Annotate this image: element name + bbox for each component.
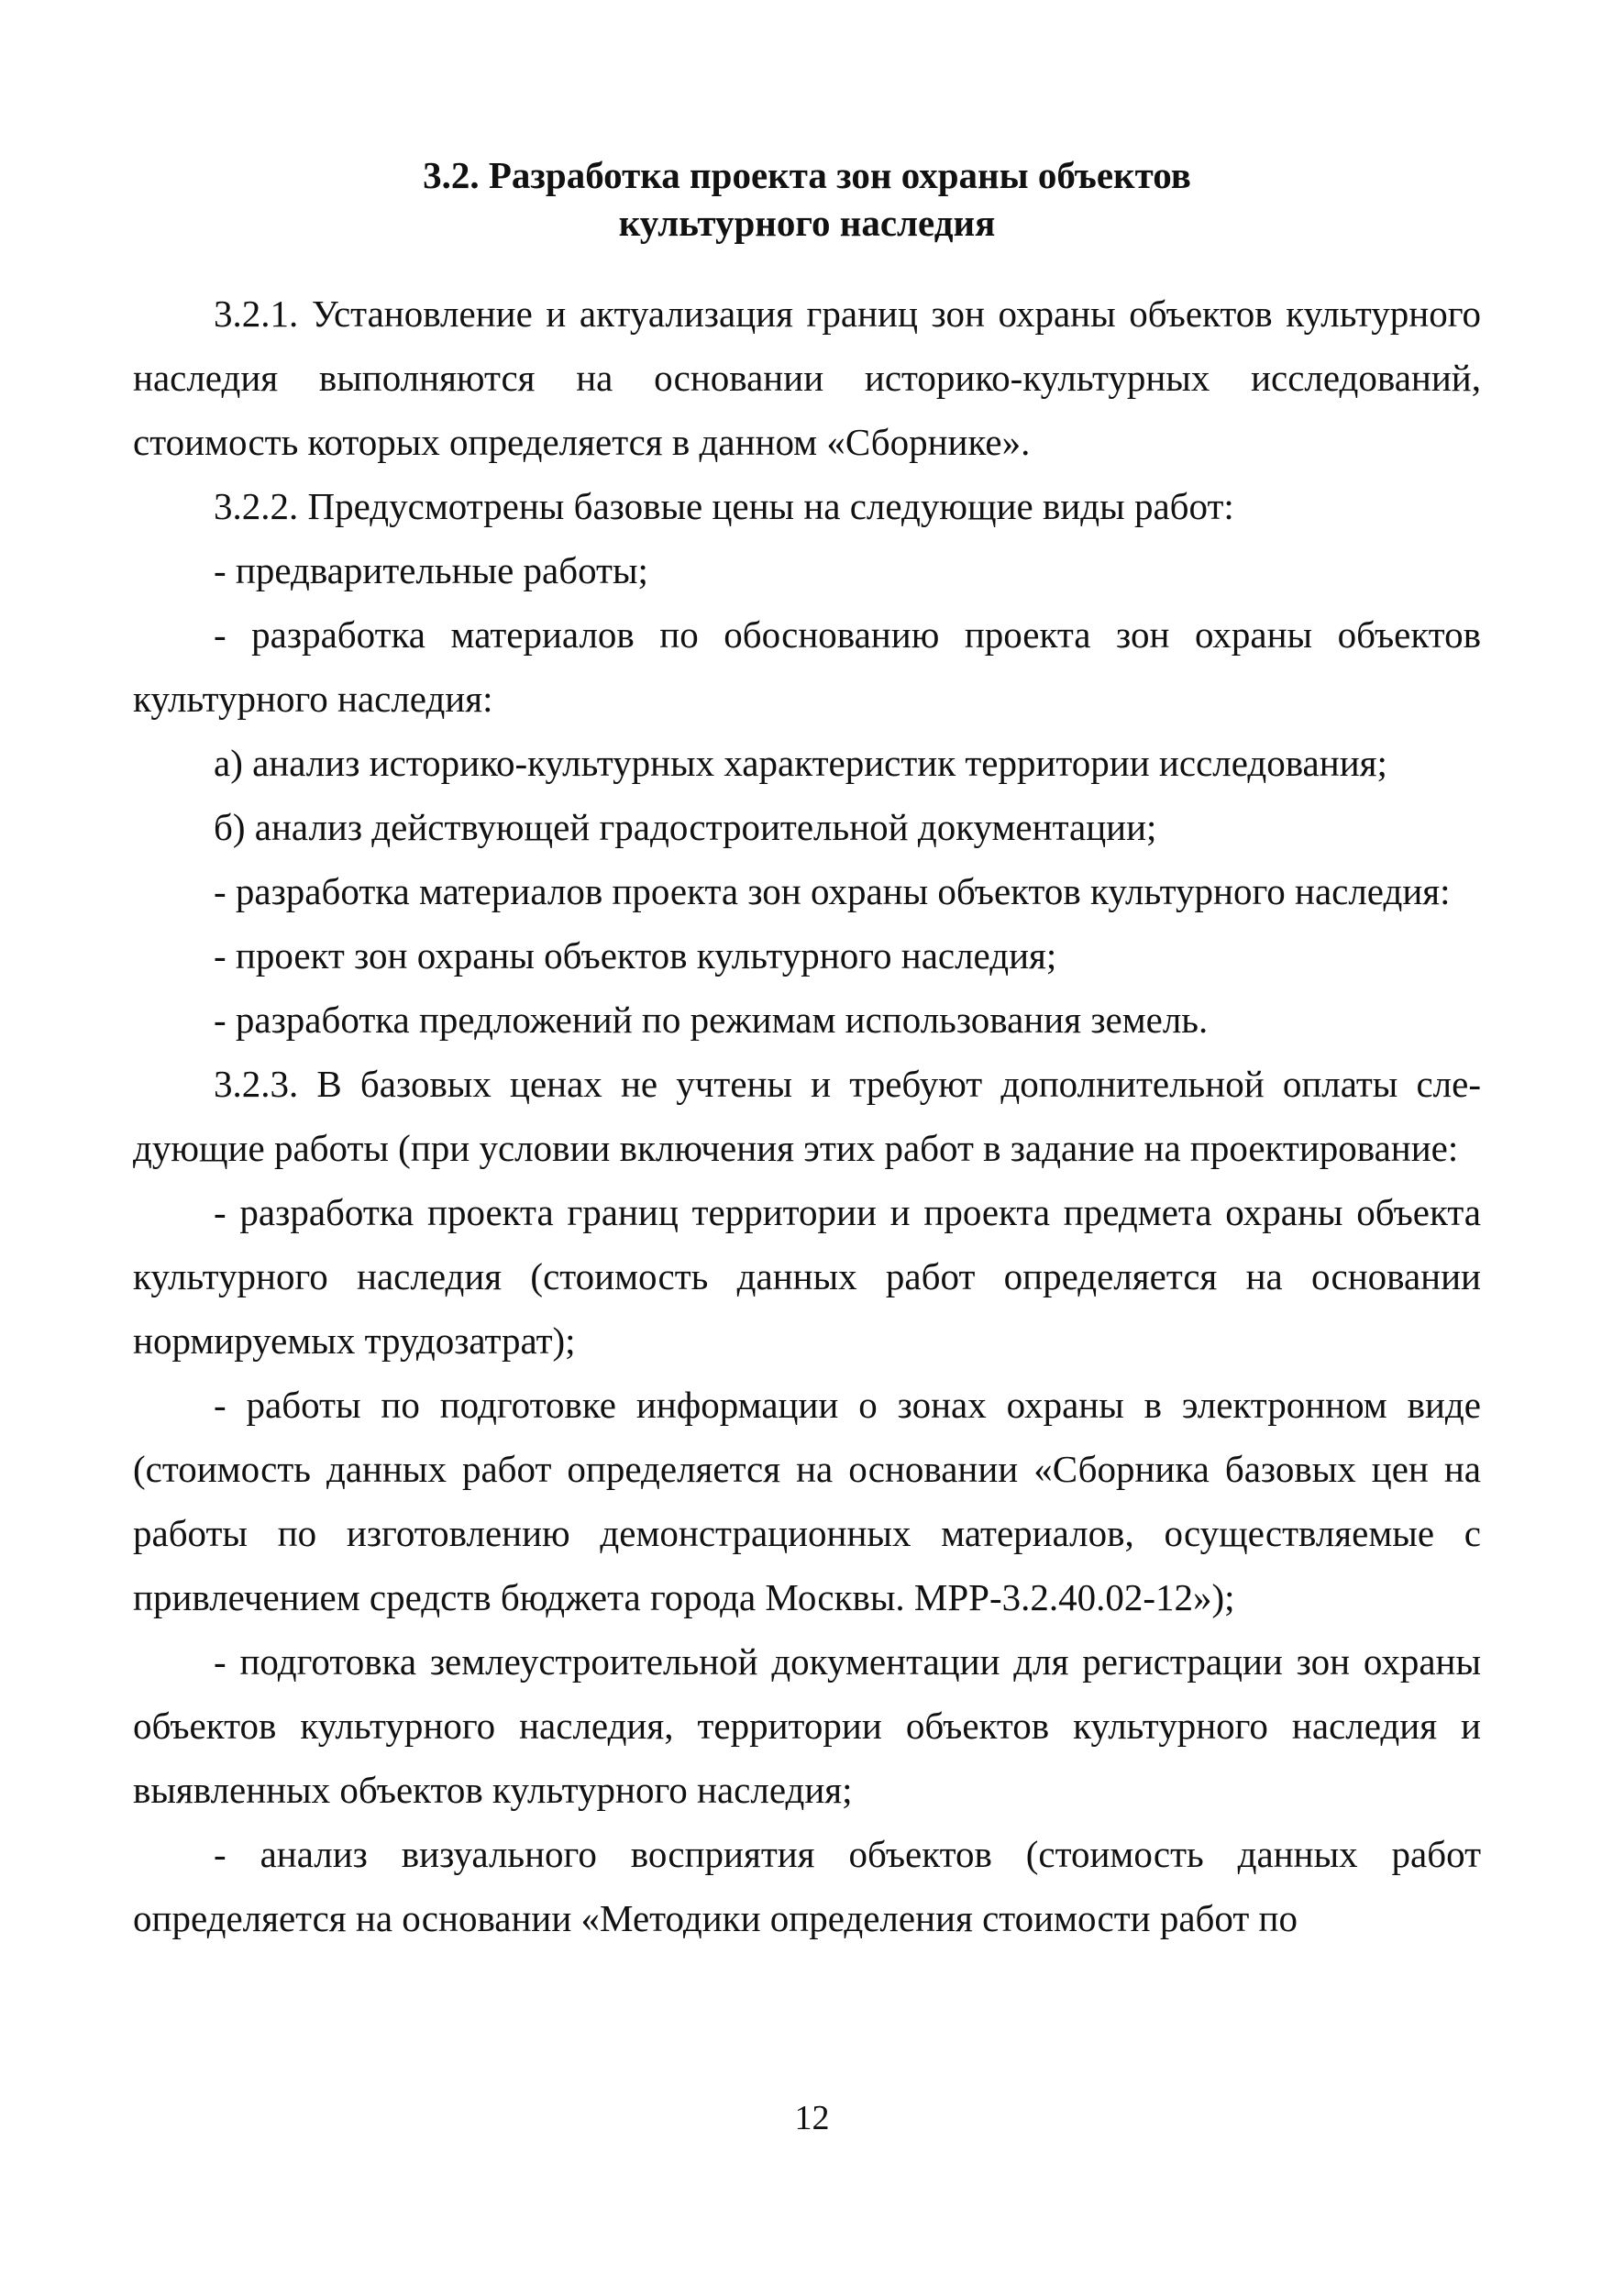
paragraph-3-2-2: 3.2.2. Предусмотрены базовые цены на следующие виды работ: — [214, 485, 1234, 527]
section-heading — [133, 151, 1481, 247]
list-subitem-a: а) анализ историко-культурных характеристик территории исследования; — [214, 742, 1387, 784]
section-heading-line-2: культурного наследия — [618, 202, 996, 244]
page-number: 12 — [794, 2099, 830, 2137]
paragraph-3-2-1: 3.2.1. Установление и актуализация границ зон охраны объектов культурного наследия выполняются на основании историко-культурных исследований, стоимость которых определяется в данном «Сборнике». — [133, 293, 1481, 463]
paragraph-3-2-3: 3.2.3. В базовых ценах не учтены и требуют дополнительной оплаты следующие работы (при условии включения этих работ в задание на проектирование: — [133, 1063, 1481, 1169]
list-item: - разработка материалов проекта зон охраны объектов культурного наследия: — [214, 870, 1451, 912]
list-subitem-b: б) анализ действующей градостроительной документации; — [214, 806, 1157, 848]
list-item: - разработка материалов по обоснованию проекта зон охраны объектов культурного наследия: — [133, 613, 1481, 720]
list-item: - предварительные работы; — [214, 549, 648, 591]
list-item: - проект зон охраны объектов культурного наследия; — [214, 934, 1057, 977]
list-item: - разработка проекта границ территории и проекта предмета охраны объекта культурного наследия (стоимость данных работ определяется на основании нормируемых трудозатрат); — [133, 1191, 1481, 1362]
list-item: - подготовка землеустроительной документации для регистрации зон охраны объектов культурного наследия, территории объектов культурного наследия и выявленных объектов культурного наследия; — [133, 1640, 1481, 1811]
document-page — [133, 151, 1481, 1950]
list-item: - разработка предложений по режимам использования земель. — [214, 999, 1209, 1041]
section-heading-line-1: 3.2. Разработка проекта зон охраны объектов — [423, 154, 1191, 196]
list-item: - анализ визуального восприятия объектов (стоимость данных работ определяется на основании «Методики определения стоимости работ по — [133, 1833, 1481, 1939]
list-item: - работы по подготовке информации о зонах охраны в электронном виде (стоимость данных работ определяется на основании «Сборника базовых цен на работы по изготовлению демонстрационных материалов, осуществляемые с привлечением средств бюджета города Москвы. МРР-3.2.40.02-12»); — [133, 1384, 1481, 1618]
